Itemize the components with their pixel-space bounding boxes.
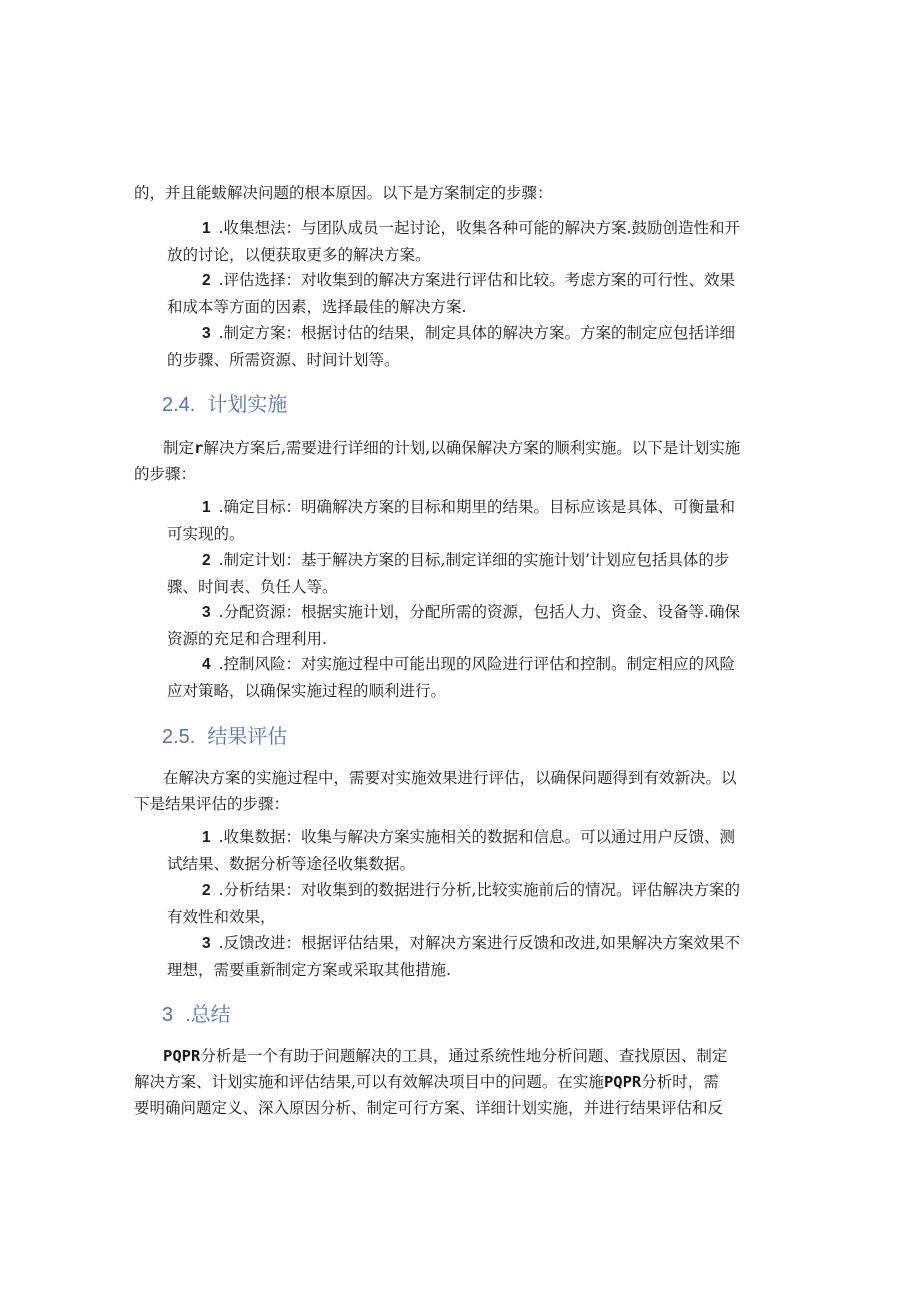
- list-text-continued: 有效性和效果，: [167, 908, 276, 926]
- list-text-continued: 放的讨论，以便获取更多的解决方案。: [167, 246, 431, 264]
- list-text: .确定目标：明确解决方案的目标和期里的结果。目标应该是具体、可衡量和: [218, 498, 736, 516]
- list-text-continued: 理想，需要重新制定方案或采取其他措施.: [167, 961, 451, 979]
- list-text: .收集数据：收集与解决方案实施相关的数据和信息。可以通过用户反馈、测: [218, 828, 736, 846]
- list-item: [167, 215, 797, 268]
- section-heading-2-5: [162, 723, 287, 751]
- summary-text: 解决方案、计划实施和评估结果,可以有效解决项目中的问题。在实施: [134, 1073, 604, 1091]
- list-text: .制定计划：基于解决方案的目标,制定详细的实施计划’计划应包括具体的步: [218, 551, 730, 569]
- list-item: [167, 547, 797, 600]
- section-title: 计划实施: [207, 394, 288, 416]
- list-number: 1: [202, 499, 211, 516]
- intro-term: r: [194, 439, 204, 457]
- list-text: .分配资源：根据实施计划，分配所需的资源，包括人力、资金、设备等.确保: [218, 603, 740, 621]
- intro-text: 制定: [163, 439, 195, 457]
- list-number: 1: [202, 829, 211, 846]
- intro-text-continued: 的步骤：: [134, 465, 197, 483]
- list-text-continued: 可实现的。: [167, 525, 245, 543]
- list-text: .控制风险：对实施过程中可能出现的风险进行评估和控制。制定相应的风险: [218, 655, 736, 673]
- section-title: .总结: [185, 1004, 231, 1026]
- list-text-continued: 骤、时间表、负任人等。: [167, 578, 338, 596]
- list-text: .评估选择：对收集到的解决方案进行评估和比较。考虑方案的可行性、效果: [218, 271, 736, 289]
- intro-text: 在解决方案的实施过程中，需要对实施效果进行评估，以确保问题得到有效新决。以: [163, 769, 737, 787]
- list-number: 2: [202, 882, 211, 899]
- list-item: [167, 320, 797, 373]
- intro-paragraph: 的，并且能蛂解决问题的根本原因。以下是方案制定的步骤：: [134, 184, 553, 202]
- summary-paragraph: [134, 1043, 794, 1121]
- list-text: .收集想法：与团队成员一起讨论，收集各种可能的解决方案.鼓励创造性和开: [218, 219, 740, 237]
- list-text-continued: 和成本等方面的因素，选择最佳的解决方案.: [167, 298, 467, 316]
- list-text-continued: 应对策略，以确保实施过程的顺利进行。: [167, 682, 447, 700]
- list-number: 2: [202, 552, 211, 569]
- list-item: [167, 877, 797, 930]
- section-title: 结果评估: [207, 726, 288, 748]
- list-number: 4: [202, 656, 211, 673]
- term-pqpr: PQPR: [603, 1073, 642, 1091]
- list-item: [167, 651, 797, 704]
- section-intro: [134, 765, 794, 817]
- list-number: 3: [202, 935, 211, 952]
- list-text-continued: 资源的充足和合理利用.: [167, 630, 327, 648]
- list-text-continued: 的步骤、所需资源、时间计划等。: [167, 351, 400, 369]
- section-heading-3: [162, 1001, 231, 1029]
- list-number: 1: [202, 220, 211, 237]
- intro-text-continued: 下是结果评估的步骤：: [134, 795, 290, 813]
- list-text: .分析结果：对收集到的数据进行分析,比较实施前后的情况。评估解决方案的: [218, 881, 740, 899]
- intro-text: 解决方案后,需要进行详细的计划,以确保解决方案的顺利实施。以下是计划实施: [203, 439, 741, 457]
- section-number: 3: [162, 1004, 174, 1026]
- list-item: [167, 599, 797, 652]
- list-text-continued: 试结果、数据分析等途径收集数据。: [167, 855, 416, 873]
- section-heading-2-4: [162, 391, 287, 419]
- section-intro: [134, 435, 794, 487]
- list-number: 2: [202, 272, 211, 289]
- list-text: .反馈改进：根据评估结果，对解决方案进行反馈和改进,如果解决方案效果不: [218, 934, 740, 952]
- list-item: [167, 930, 797, 983]
- list-number: 3: [202, 325, 211, 342]
- summary-text: 分析是一个有助于问题解决的工具，通过系统性地分析问题、查找原因、制定: [200, 1047, 728, 1065]
- list-text: .制定方案：根据讨估的结果，制定具体的解决方案。方案的制定应包括详细: [218, 324, 736, 342]
- list-item: [167, 824, 797, 877]
- section-number: 2.5.: [162, 726, 196, 748]
- summary-text: 分析时，需: [641, 1073, 719, 1091]
- list-number: 3: [202, 604, 211, 621]
- list-item: [167, 494, 797, 547]
- term-pqpr: PQPR: [163, 1047, 201, 1065]
- section-number: 2.4.: [162, 394, 196, 416]
- list-item: [167, 267, 797, 320]
- summary-text: 要明确问题定义、深入原因分析、制定可行方案、详细计划实施，并进行结果评估和反: [134, 1099, 724, 1117]
